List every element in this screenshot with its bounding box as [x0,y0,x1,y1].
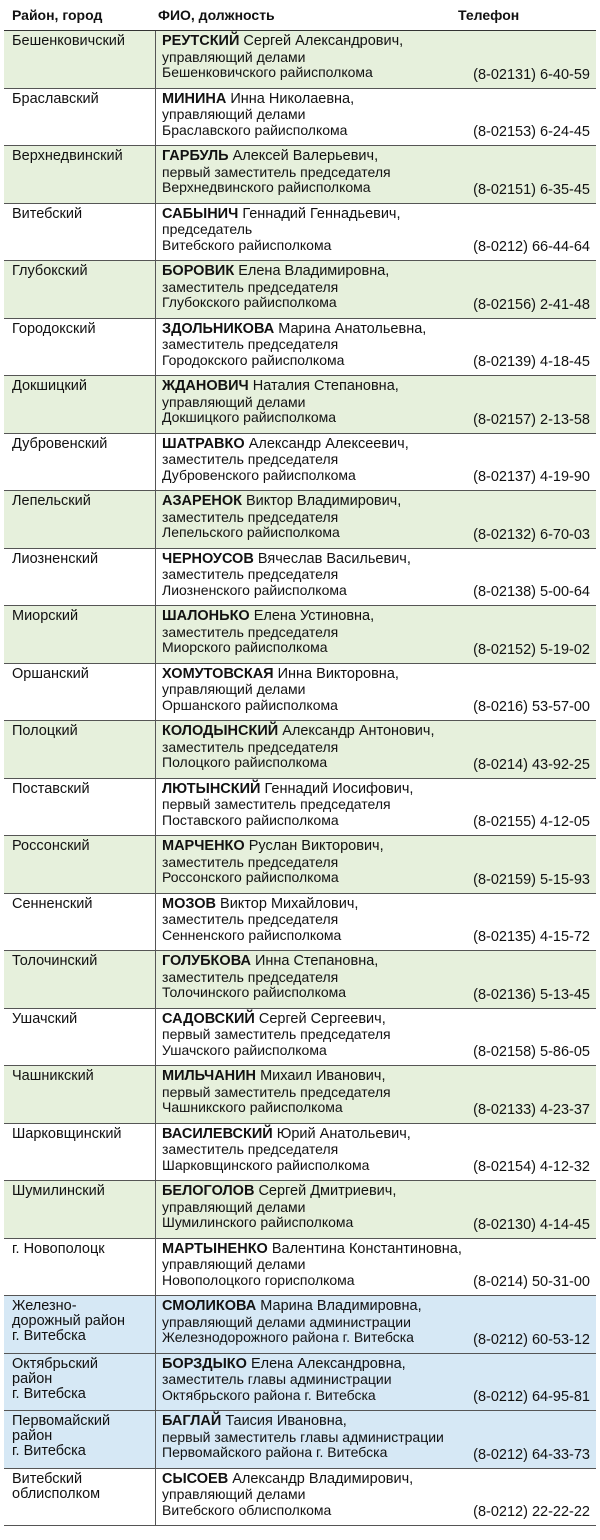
cell-rayon [4,606,156,663]
person-surname: КОЛОДЫНСКИЙ [162,723,279,739]
rayon-label: Докшицкий [12,378,87,394]
table-row [4,31,596,89]
person-role: первый заместитель председателя [162,1026,391,1042]
person-given-names: Елена Владимировна [238,263,386,279]
person-name: ШАТРАВКО Александр Алексеевич, [162,435,409,452]
person-surname: БЕЛОГОЛОВ [162,1183,255,1199]
table-header [4,0,596,31]
person-surname: БОРЗДЫКО [162,1355,247,1372]
rayon-label: Дубровенский [12,435,108,452]
person-surname: МОЗОВ [162,895,216,912]
rayon-label: Ушачский [12,1010,78,1027]
cell-rayon [4,376,156,433]
rayon-label: Лиозненский [12,550,99,567]
cell-rayon [4,261,156,318]
person-given-names: Руслан Викторович [248,838,380,854]
cell-rayon [4,1469,156,1526]
person-surname: ГАРБУЛЬ [162,148,229,164]
phone-number: (8-0212) 64-33-73 [473,1446,590,1463]
person-organization: Полоцкого райисполкома [162,754,328,770]
person-role: первый заместитель председателя [162,796,391,812]
rayon-label: Браславский [12,90,99,107]
phone-number: (8-02154) 4-12-32 [473,1159,590,1175]
header-rayon: Район, город [12,7,103,23]
cell-rayon [4,836,156,893]
person-surname: РЕУТСКИЙ [162,33,240,49]
person-name: САБЫНИЧ Геннадий Геннадьевич, [162,205,401,222]
person-organization: Шумилинского райисполкома [162,1214,354,1230]
rayon-label: Лепельский [12,493,91,509]
person-name: МИНИНА Инна Николаевна, [162,90,355,107]
rayon-label: Городокский [12,320,96,337]
person-name: КОЛОДЫНСКИЙ Александр Антонович, [162,723,435,739]
person-given-names: Наталия Степановна [252,378,395,394]
rayon-label: г. Новополоцк [12,1240,105,1257]
person-organization: Лиозненского райисполкома [162,581,347,598]
person-given-names: Виктор Михайлович [220,895,355,912]
person-organization: Витебского облисполкома [162,1501,332,1518]
person-organization: Первомайского района г. Витебска [162,1444,388,1460]
person-name: БОРЗДЫКО Елена Александровна, [162,1355,406,1372]
person-organization: Миорского райисполкома [162,639,328,655]
phone-number: (8-02133) 4-23-37 [473,1101,590,1118]
cell-rayon [4,491,156,548]
phone-number: (8-0212) 22-22-22 [473,1504,590,1520]
person-surname: МИЛЬЧАНИН [162,1068,257,1084]
phone-number: (8-02137) 4-19-90 [473,469,590,485]
person-name: ЛЮТЫНСКИЙ Геннадий Иосифович, [162,780,414,797]
rayon-label: Миорский [12,608,79,624]
rayon-label: Шумилинский [12,1183,105,1199]
cell-rayon [4,664,156,721]
table-row [4,1354,596,1412]
table-row [4,1124,596,1182]
cell-rayon [4,1354,156,1411]
person-organization: Докшицкого райисполкома [162,409,337,425]
cell-rayon [4,31,156,88]
cell-rayon [4,1239,156,1296]
cell-rayon [4,549,156,606]
person-role: управляющий делами [162,1198,306,1215]
person-surname: МИНИНА [162,90,227,107]
person-role: председатель [162,221,253,237]
person-given-names: Александр Владимирович [232,1470,410,1487]
person-role: заместитель председателя [162,566,339,582]
table-row [4,261,596,319]
person-organization: Лепельского райисполкома [162,524,340,540]
person-given-names: Елена Александровна [250,1355,402,1372]
rayon-label: Витебский [12,205,83,222]
person-role: первый заместитель председателя [162,1083,391,1100]
person-organization: Шарковщинского райисполкома [162,1156,370,1173]
person-organization: Браславского райисполкома [162,121,348,138]
table-row [4,1296,596,1354]
table-row [4,549,596,607]
person-organization: Верхнедвинского райисполкома [162,179,371,195]
person-surname: ЧЕРНОУСОВ [162,550,254,567]
person-role: управляющий делами [162,681,306,697]
person-role: управляющий делами [162,393,306,410]
rayon-label: Глубокский [12,263,88,279]
person-given-names: Геннадий Иосифович [264,780,410,797]
person-organization: Городокского райисполкома [162,351,345,368]
cell-rayon [4,204,156,261]
person-given-names: Геннадий Геннадьевич [242,205,397,222]
person-organization: Дубровенского райисполкома [162,466,356,483]
table-row [4,779,596,837]
phone-number: (8-02136) 5-13-45 [473,986,590,1003]
phone-number: (8-02138) 5-00-64 [473,584,590,600]
table-row [4,721,596,779]
person-surname: ШАЛОНЬКО [162,608,250,624]
table-row [4,894,596,952]
person-name: БОРОВИК Елена Владимировна, [162,263,390,279]
person-role: заместитель главы администрации [162,1371,392,1387]
table-row [4,89,596,147]
person-name: МАРТЫНЕНКО Валентина Константиновна, [162,1240,462,1257]
phone-number: (8-02135) 4-15-72 [473,929,590,945]
cell-rayon [4,779,156,836]
person-role: заместитель председателя [162,911,339,927]
rayon-label: Шарковщинский [12,1125,122,1142]
phone-number: (8-0216) 53-57-00 [473,699,590,715]
person-role: первый заместитель председателя [162,163,391,180]
rayon-label: Железно- дорожный район г. Витебска [12,1298,126,1344]
person-name: РЕУТСКИЙ Сергей Александрович, [162,33,404,49]
cell-rayon [4,1411,156,1468]
table-row [4,951,596,1009]
person-organization: Новополоцкого горисполкома [162,1271,355,1288]
table-row [4,1469,596,1527]
person-surname: СЫСОЕВ [162,1470,229,1487]
person-given-names: Инна Степановна [254,953,375,969]
cell-rayon [4,1296,156,1353]
table-row [4,836,596,894]
contacts-table [4,0,596,1526]
person-name: БЕЛОГОЛОВ Сергей Дмитриевич, [162,1183,397,1199]
person-given-names: Сергей Александрович [243,33,400,49]
table-row [4,319,596,377]
person-name: ЗДОЛЬНИКОВА Марина Анатольевна, [162,320,427,337]
person-surname: САДОВСКИЙ [162,1010,255,1027]
phone-number: (8-02155) 4-12-05 [473,814,590,830]
person-surname: МАРТЫНЕНКО [162,1240,268,1257]
person-given-names: Виктор Владимирович [246,493,398,509]
person-name: МИЛЬЧАНИН Михаил Иванович, [162,1068,386,1084]
person-name: МОЗОВ Виктор Михайлович, [162,895,359,912]
person-name: СЫСОЕВ Александр Владимирович, [162,1470,414,1487]
cell-rayon [4,89,156,146]
phone-number: (8-02153) 6-24-45 [473,124,590,140]
rayon-label: Чашникский [12,1068,94,1084]
person-name: ШАЛОНЬКО Елена Устиновна, [162,608,375,624]
person-role: управляющий делами администрации [162,1313,411,1330]
cell-rayon [4,1181,156,1238]
person-organization: Витебского райисполкома [162,236,332,253]
phone-number: (8-02131) 6-40-59 [473,66,590,83]
person-surname: ГОЛУБКОВА [162,953,251,969]
person-given-names: Александр Антонович [282,723,431,739]
rayon-label: Первомайский район г. Витебска [12,1413,111,1459]
person-surname: ЖДАНОВИЧ [162,378,249,394]
phone-number: (8-0212) 60-53-12 [473,1331,590,1348]
phone-number: (8-02132) 6-70-03 [473,526,590,543]
person-name: ХОМУТОВСКАЯ Инна Викторовна, [162,665,399,682]
person-organization: Толочинского райисполкома [162,984,347,1000]
cell-rayon [4,434,156,491]
person-surname: АЗАРЕНОК [162,493,242,509]
person-surname: САБЫНИЧ [162,205,239,222]
table-row [4,664,596,722]
person-given-names: Сергей Сергеевич [258,1010,382,1027]
person-name: СМОЛИКОВА Марина Владимировна, [162,1298,422,1314]
person-name: ЖДАНОВИЧ Наталия Степановна, [162,378,399,394]
phone-number: (8-02156) 2-41-48 [473,296,590,313]
rayon-label: Витебский облисполком [12,1470,101,1502]
person-role: управляющий делами [162,1256,306,1272]
person-organization: Поставского райисполкома [162,811,339,828]
person-given-names: Алексей Валерьевич [232,148,375,164]
person-role: заместитель председателя [162,508,339,525]
person-name: ГАРБУЛЬ Алексей Валерьевич, [162,148,379,164]
phone-number: (8-0214) 50-31-00 [473,1274,590,1290]
rayon-label: Поставский [12,780,90,797]
person-given-names: Сергей Дмитриевич [258,1183,393,1199]
person-role: заместитель председателя [162,451,339,467]
person-surname: СМОЛИКОВА [162,1298,257,1314]
header-phone: Телефон [458,7,520,23]
person-organization: Глубокского райисполкома [162,294,337,310]
table-row [4,1066,596,1124]
rayon-label: Сенненский [12,895,93,912]
cell-rayon [4,894,156,951]
person-given-names: Инна Николаевна [230,90,351,107]
person-surname: ЗДОЛЬНИКОВА [162,320,275,337]
person-name: ГОЛУБКОВА Инна Степановна, [162,953,379,969]
person-organization: Бешенковичского райисполкома [162,64,373,80]
person-name: МАРЧЕНКО Руслан Викторович, [162,838,384,854]
table-row [4,491,596,549]
person-name: АЗАРЕНОК Виктор Владимирович, [162,493,402,509]
person-role: заместитель председателя [162,738,339,755]
phone-number: (8-0212) 64-95-81 [473,1389,590,1405]
person-role: управляющий делами [162,48,306,65]
phone-number: (8-02152) 5-19-02 [473,641,590,658]
table-row [4,146,596,204]
person-organization: Октябрьского района г. Витебска [162,1386,376,1403]
cell-rayon [4,721,156,778]
rayon-label: Октябрьский район г. Витебска [12,1355,98,1402]
table-row [4,1009,596,1067]
person-role: управляющий делами [162,106,306,122]
person-role: заместитель председателя [162,853,339,870]
person-role: заместитель председателя [162,1141,339,1157]
cell-rayon [4,951,156,1008]
rayon-label: Верхнедвинский [12,148,123,164]
table-body [4,31,596,1526]
person-organization: Железнодорожного района г. Витебска [162,1329,414,1345]
person-surname: ШАТРАВКО [162,435,245,452]
person-surname: ХОМУТОВСКАЯ [162,665,274,682]
phone-number: (8-02130) 4-14-45 [473,1216,590,1233]
person-given-names: Инна Викторовна [277,665,395,682]
table-row [4,1239,596,1297]
phone-number: (8-0212) 66-44-64 [473,239,590,255]
rayon-label: Оршанский [12,665,89,682]
person-given-names: Михаил Иванович [260,1068,382,1084]
person-organization: Россонского райисполкома [162,869,339,885]
person-name: ВАСИЛЕВСКИЙ Юрий Анатольевич, [162,1125,411,1142]
phone-number: (8-02151) 6-35-45 [473,181,590,198]
person-role: заместитель председателя [162,278,339,295]
rayon-label: Бешенковичский [12,33,126,49]
person-organization: Сенненского райисполкома [162,926,342,943]
cell-rayon [4,1009,156,1066]
header-fio: ФИО, должность [158,7,275,23]
person-organization: Оршанского райисполкома [162,696,338,713]
person-given-names: Марина Анатольевна [278,320,423,337]
table-row [4,376,596,434]
person-surname: БОРОВИК [162,263,235,279]
person-role: заместитель председателя [162,968,339,985]
person-surname: ЛЮТЫНСКИЙ [162,780,261,797]
table-row [4,434,596,492]
person-role: заместитель председателя [162,623,339,640]
person-role: заместитель председателя [162,336,339,352]
cell-rayon [4,319,156,376]
rayon-label: Россонский [12,838,90,854]
cell-rayon [4,146,156,203]
phone-number: (8-0214) 43-92-25 [473,756,590,773]
person-role: управляющий делами [162,1486,306,1502]
table-row [4,204,596,262]
person-organization: Чашникского райисполкома [162,1099,343,1115]
person-given-names: Валентина Константиновна [271,1240,458,1257]
person-given-names: Марина Владимировна [260,1298,418,1314]
person-given-names: Елена Устиновна [253,608,371,624]
phone-number: (8-02139) 4-18-45 [473,354,590,370]
person-given-names: Александр Алексеевич [248,435,405,452]
phone-number: (8-02158) 5-86-05 [473,1044,590,1060]
person-organization: Ушачского райисполкома [162,1041,327,1058]
person-role: первый заместитель главы администрации [162,1428,444,1445]
rayon-label: Полоцкий [12,723,78,739]
rayon-label: Толочинский [12,953,98,969]
person-given-names: Вячеслав Васильевич [257,550,407,567]
table-row [4,1181,596,1239]
person-name: САДОВСКИЙ Сергей Сергеевич, [162,1010,386,1027]
person-name: ЧЕРНОУСОВ Вячеслав Васильевич, [162,550,411,567]
person-given-names: Юрий Анатольевич [276,1125,407,1142]
person-name: БАГЛАЙ Таисия Ивановна, [162,1413,347,1429]
person-given-names: Таисия Ивановна [225,1413,343,1429]
phone-number: (8-02157) 2-13-58 [473,411,590,428]
table-row [4,606,596,664]
person-surname: ВАСИЛЕВСКИЙ [162,1125,273,1142]
cell-rayon [4,1124,156,1181]
person-surname: МАРЧЕНКО [162,838,245,854]
cell-rayon [4,1066,156,1123]
phone-number: (8-02159) 5-15-93 [473,871,590,888]
person-surname: БАГЛАЙ [162,1413,222,1429]
table-row [4,1411,596,1469]
